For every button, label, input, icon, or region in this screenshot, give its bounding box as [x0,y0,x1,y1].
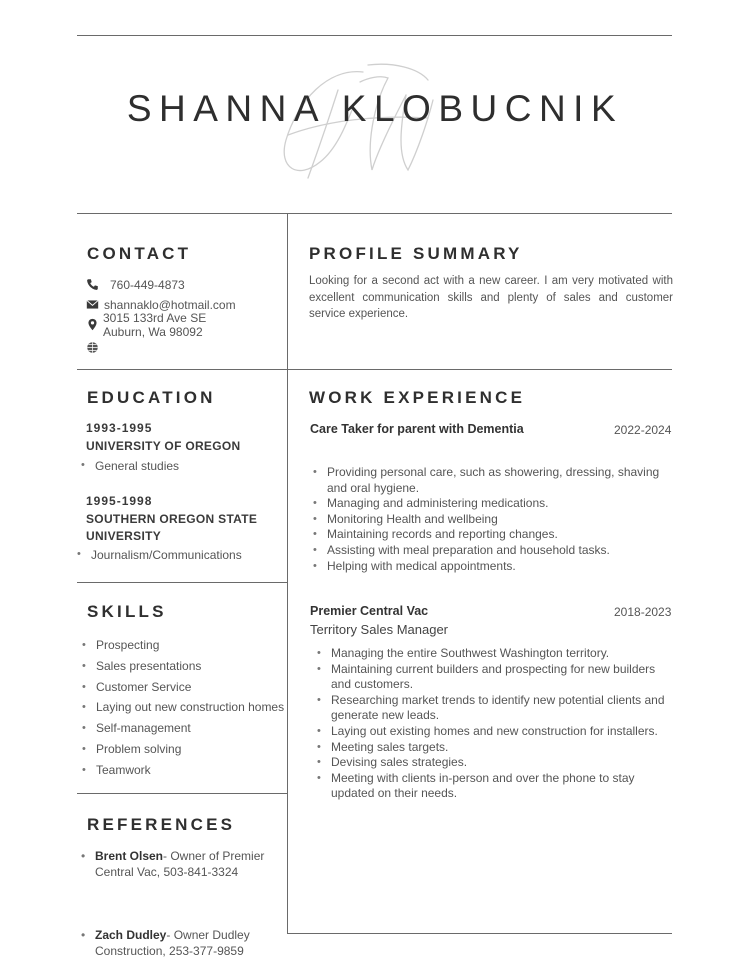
job-duty: • Managing the entire Southwest Washington territory. [317,646,675,662]
skills-heading [87,602,167,622]
education-years: 1993-1995 [86,421,153,435]
reference-name: Brent Olsen [95,849,164,863]
location-icon [86,318,99,331]
job-duty: • Laying out existing homes and new construction for installers. [317,724,675,740]
work-heading [309,388,525,408]
education-school-line-1: SOUTHERN OREGON STATE [86,512,258,526]
profile-summary-text: Looking for a second act with a new career. I am very motivated with excellent communication skills and plenty of sales and customer service experience. [309,275,673,320]
address-line-2: Auburn, Wa 98092 [103,325,203,339]
job-duties-list [317,646,675,802]
job-duty: • Providing personal care, such as showering, dressing, shaving and oral hygiene. [313,465,675,496]
job-duty: • Maintaining current builders and prospecting for new builders and customers. [317,662,675,693]
skill-item: • Prospecting [82,635,287,656]
work-heading-initial: W [309,388,329,407]
references-heading-rest: EFERENCES [102,815,236,834]
job-role: Territory Sales Manager [310,622,448,637]
reference-contact: Construction, 253-377-9859 [95,944,244,958]
bottom-rule [287,933,672,934]
education-detail: • General studies [81,459,281,473]
skill-item: • Sales presentations [82,656,287,677]
job-dates: 2018-2023 [614,605,672,619]
skill-item: • Problem solving [82,739,287,760]
contact-web [86,340,107,354]
header-rule [77,213,672,214]
job-duty: • Managing and administering medications. [313,496,675,512]
skill-item: • Self-management [82,718,287,739]
skill-item: • Laying out new construction homes [82,697,287,718]
contact-heading-initial: C [87,244,103,263]
job-duty: • Meeting sales targets. [317,740,675,756]
contact-bottom-rule [77,369,672,370]
address-line-1: 3015 133rd Ave SE [103,311,207,325]
education-years: 1995-1998 [86,494,153,508]
skills-bottom-rule [77,793,287,794]
job-duty: • Maintaining records and reporting changes. [313,527,675,543]
candidate-name: SHANNA KLOBUCNIK [126,88,624,129]
reference-contact: Central Vac, 503-841-3324 [95,865,239,879]
skills-heading-initial: S [87,602,102,621]
skill-item: • Teamwork [82,760,287,781]
education-school: UNIVERSITY OF OREGON [86,439,241,453]
education-detail: • Journalism/Communications [77,548,281,562]
reference-item [81,848,295,880]
email-icon [86,298,99,311]
email-address[interactable]: shannaklo@hotmail.com [104,298,236,312]
work-heading-rest: ORK EXPERIENCE [328,388,526,407]
job-duty: • Helping with medical appointments. [313,559,675,575]
reference-role: - Owner of Premier [163,849,265,863]
education-entry-2 [86,494,281,562]
skill-item: • Customer Service [82,677,287,698]
phone-icon [86,278,99,291]
profile-heading-initial: P [309,244,324,263]
skills-list [82,635,287,781]
skills-heading-rest: KILLS [101,602,167,621]
reference-name: Zach Dudley [95,928,167,942]
web-icon[interactable] [86,341,99,354]
job-duty: • Monitoring Health and wellbeing [313,512,675,528]
job-duty: • Assisting with meal preparation and household tasks. [313,543,675,559]
job-duty: • Devising sales strategies. [317,755,675,771]
job-duty: • Researching market trends to identify new potential clients and generate new leads. [317,693,675,724]
job-duties-list [313,465,675,574]
education-heading-initial: E [87,388,102,407]
column-divider [287,213,288,934]
contact-heading [87,244,191,264]
top-rule [77,35,672,36]
phone-number[interactable]: 760-449-4873 [110,278,185,292]
references-heading [87,815,235,835]
job-dates: 2022-2024 [614,423,672,437]
contact-address [86,311,206,339]
profile-heading [309,244,523,264]
profile-heading-rest: ROFILE SUMMARY [323,244,523,263]
references-heading-initial: R [87,815,103,834]
contact-heading-rest: ONTACT [102,244,192,263]
education-school-line-2: UNIVERSITY [86,529,162,543]
education-heading [87,388,216,408]
reference-role: - Owner Dudley [166,928,250,942]
job-duty: • Meeting with clients in-person and over the phone to stay updated on their needs. [317,771,675,802]
job-title: Premier Central Vac [310,604,429,618]
reference-item [81,927,295,959]
education-entry-1 [86,421,281,473]
education-bottom-rule [77,582,287,583]
job-title: Care Taker for parent with Dementia [310,422,524,436]
education-heading-rest: DUCATION [101,388,216,407]
contact-phone [86,277,185,293]
